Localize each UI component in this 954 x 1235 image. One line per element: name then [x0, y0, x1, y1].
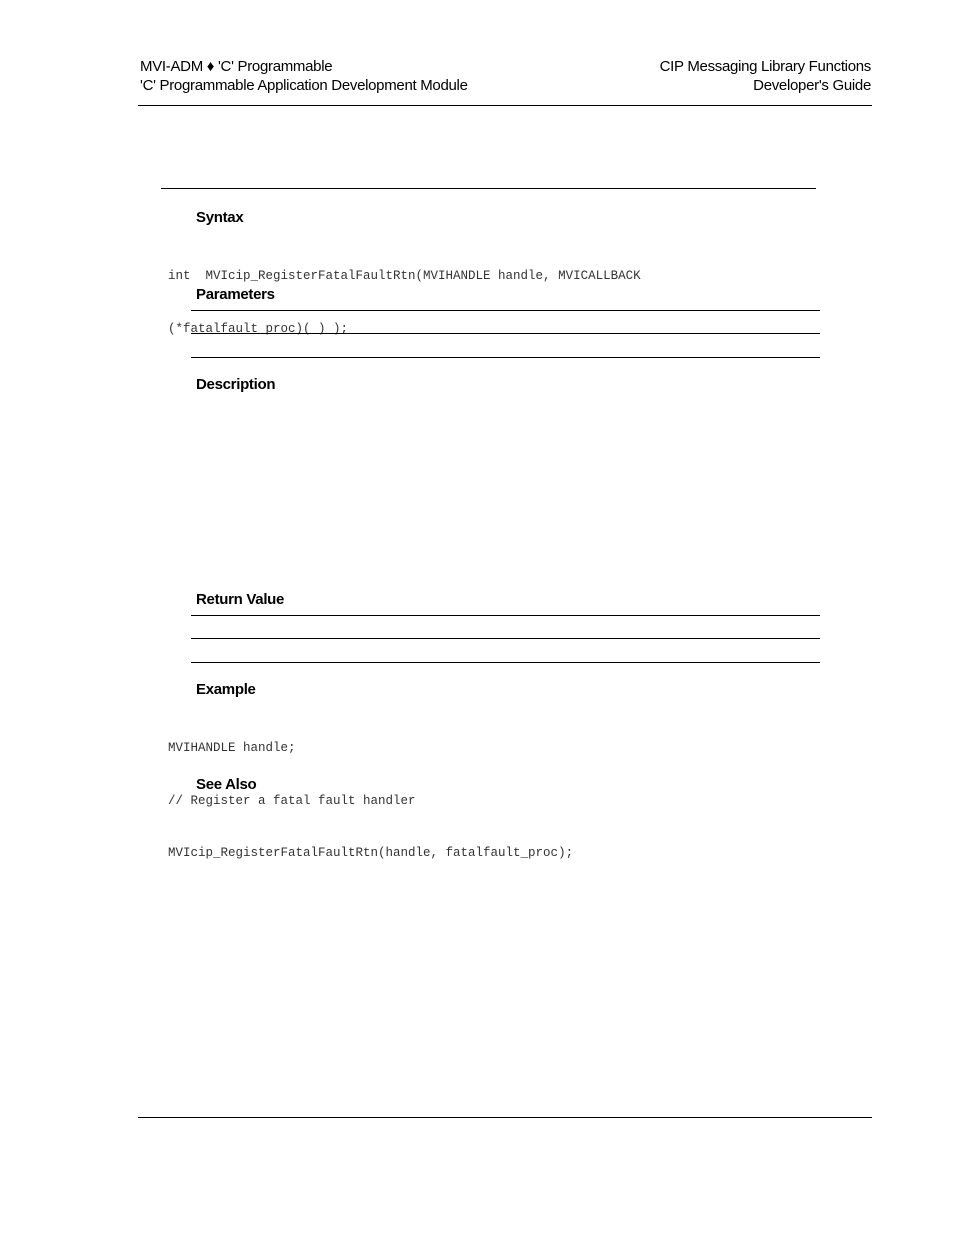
- example-code-line: MVIHANDLE handle;: [168, 741, 296, 755]
- parameters-table-bottom-rule: [191, 357, 820, 358]
- header-product-subtitle: 'C' Programmable Application Development Module: [140, 77, 468, 94]
- function-title-rule: [161, 188, 816, 189]
- footer-divider: [138, 1117, 872, 1118]
- header-chapter-title: CIP Messaging Library Functions: [659, 58, 871, 75]
- header-product-title: MVI-ADM ♦ 'C' Programmable: [140, 58, 333, 75]
- header-divider: [138, 105, 872, 106]
- parameters-heading: Parameters: [196, 286, 275, 303]
- see-also-heading: See Also: [196, 776, 257, 793]
- example-code-line: // Register a fatal fault handler: [168, 793, 416, 808]
- header-guide-title: Developer's Guide: [753, 77, 871, 94]
- header-right: [660, 57, 871, 95]
- example-heading: Example: [196, 681, 256, 698]
- syntax-code-line: (*fatalfault_proc)( ) );: [168, 321, 349, 336]
- return-value-heading: Return Value: [196, 591, 285, 608]
- return-value-table-top-rule: [191, 615, 820, 616]
- parameters-table-top-rule: [191, 310, 820, 311]
- return-value-table-bottom-rule: [191, 662, 820, 663]
- description-heading: Description: [196, 376, 276, 393]
- return-value-table-row-rule: [191, 638, 820, 639]
- syntax-code-line: int MVIcip_RegisterFatalFaultRtn(MVIHANDLE handle, MVICALLBACK: [168, 269, 641, 283]
- syntax-heading: Syntax: [196, 209, 244, 226]
- header-left: [140, 57, 468, 95]
- example-code-line: MVIcip_RegisterFatalFaultRtn(handle, fatalfault_proc);: [168, 846, 574, 860]
- parameters-table-row-rule: [191, 333, 820, 334]
